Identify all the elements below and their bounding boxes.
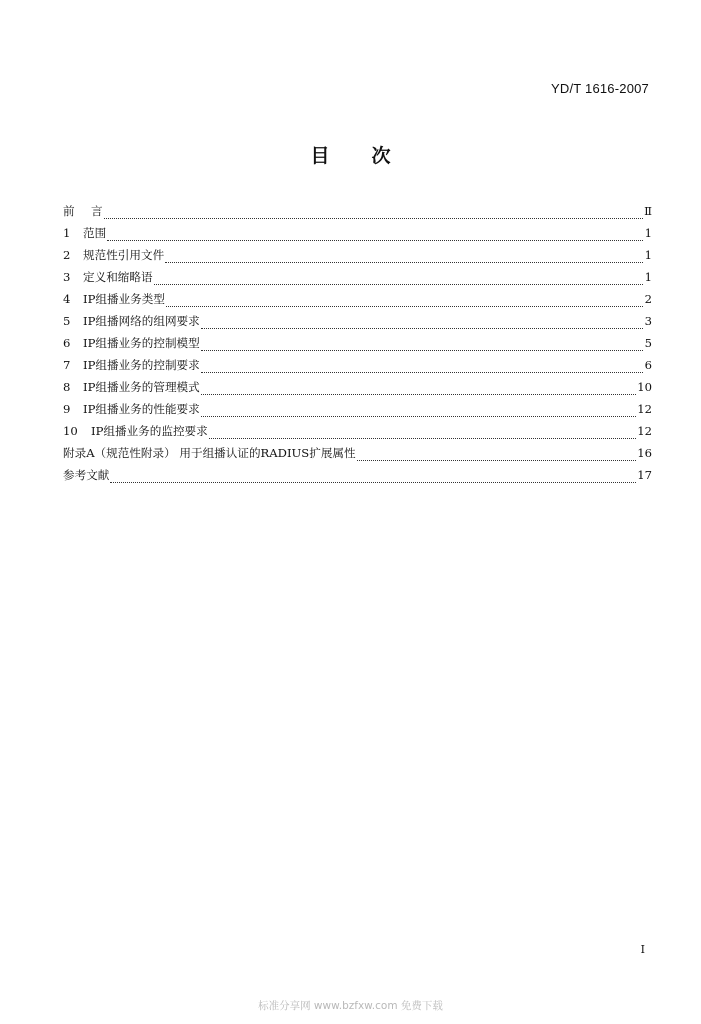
toc-entry-page: 12	[637, 402, 652, 416]
toc-entry[interactable]	[63, 401, 652, 423]
toc-entry-label: 范围	[83, 226, 107, 240]
toc-entry-number: 5	[63, 314, 71, 328]
toc-entry-number: 2	[63, 248, 71, 262]
toc-leader-dots	[154, 283, 643, 285]
toc-entry[interactable]	[63, 423, 652, 445]
toc-entry[interactable]	[63, 247, 652, 269]
toc-entry-page: Ⅱ	[644, 204, 652, 218]
toc-title	[0, 141, 701, 168]
toc-entry-label: IP组播业务的控制要求	[83, 358, 200, 372]
toc-leader-dots	[107, 239, 643, 241]
toc-entry-number: 1	[63, 226, 71, 240]
watermark-text: 标准分享网 www.bzfxw.com 免费下载	[258, 1000, 443, 1012]
toc-title-char-1: 目	[310, 145, 330, 167]
toc-leader-dots	[357, 459, 637, 461]
toc-entry[interactable]	[63, 445, 652, 467]
toc-entry-number: 6	[63, 336, 71, 350]
toc-entry-page: 6	[644, 358, 652, 372]
toc-entry[interactable]	[63, 225, 652, 247]
toc-entry-label: 定义和缩略语	[83, 270, 153, 284]
toc-entry-page: 10	[637, 380, 652, 394]
toc-leader-dots	[110, 481, 636, 483]
toc-entry-page: 5	[644, 336, 652, 350]
toc-entry[interactable]	[63, 203, 652, 225]
toc-entry-page: 1	[644, 248, 652, 262]
toc-entry-label: 附录A（规范性附录） 用于组播认证的RADIUS扩展属性	[63, 446, 356, 460]
toc-entry-label: IP组播业务的控制模型	[83, 336, 200, 350]
toc-leader-dots	[201, 327, 643, 329]
toc-entry-page: 2	[644, 292, 652, 306]
toc-entry-number: 7	[63, 358, 71, 372]
toc-entry-number: 9	[63, 402, 71, 416]
toc-title-char-2: 次	[371, 145, 391, 167]
toc-leader-dots	[201, 393, 637, 395]
toc-leader-dots	[166, 305, 643, 307]
toc-entry-page: 1	[644, 270, 652, 284]
table-of-contents	[63, 203, 652, 489]
toc-entry-label: IP组播网络的组网要求	[83, 314, 200, 328]
toc-entry[interactable]	[63, 291, 652, 313]
toc-entry-number: 4	[63, 292, 71, 306]
toc-entry-page: 3	[644, 314, 652, 328]
toc-leader-dots	[209, 437, 637, 439]
toc-leader-dots	[165, 261, 643, 263]
toc-entry-number: 前	[63, 204, 75, 218]
toc-leader-dots	[201, 371, 643, 373]
toc-entry[interactable]	[63, 313, 652, 335]
toc-entry[interactable]	[63, 379, 652, 401]
toc-leader-dots	[201, 415, 637, 417]
toc-entry[interactable]	[63, 269, 652, 291]
toc-entry[interactable]	[63, 467, 652, 489]
toc-entry-number: 10	[63, 424, 78, 438]
toc-leader-dots	[201, 349, 643, 351]
toc-entry-label: 参考文献	[63, 468, 110, 482]
toc-entry-number: 3	[63, 270, 71, 284]
toc-entry[interactable]	[63, 357, 652, 379]
page-number: I	[640, 943, 645, 956]
toc-leader-dots	[104, 217, 643, 219]
toc-entry-page: 12	[637, 424, 652, 438]
toc-entry[interactable]	[63, 335, 652, 357]
toc-entry-page: 16	[637, 446, 652, 460]
toc-entry-label: IP组播业务的性能要求	[83, 402, 200, 416]
toc-entry-label: 规范性引用文件	[83, 248, 165, 262]
toc-entry-page: 17	[637, 468, 652, 482]
toc-entry-page: 1	[644, 226, 652, 240]
toc-entry-label: IP组播业务的管理模式	[83, 380, 200, 394]
toc-entry-number: 8	[63, 380, 71, 394]
toc-entry-label: IP组播业务类型	[83, 292, 165, 306]
toc-entry-label: IP组播业务的监控要求	[91, 424, 208, 438]
document-code: YD/T 1616-2007	[551, 81, 649, 96]
toc-entry-label: 言	[91, 204, 103, 218]
